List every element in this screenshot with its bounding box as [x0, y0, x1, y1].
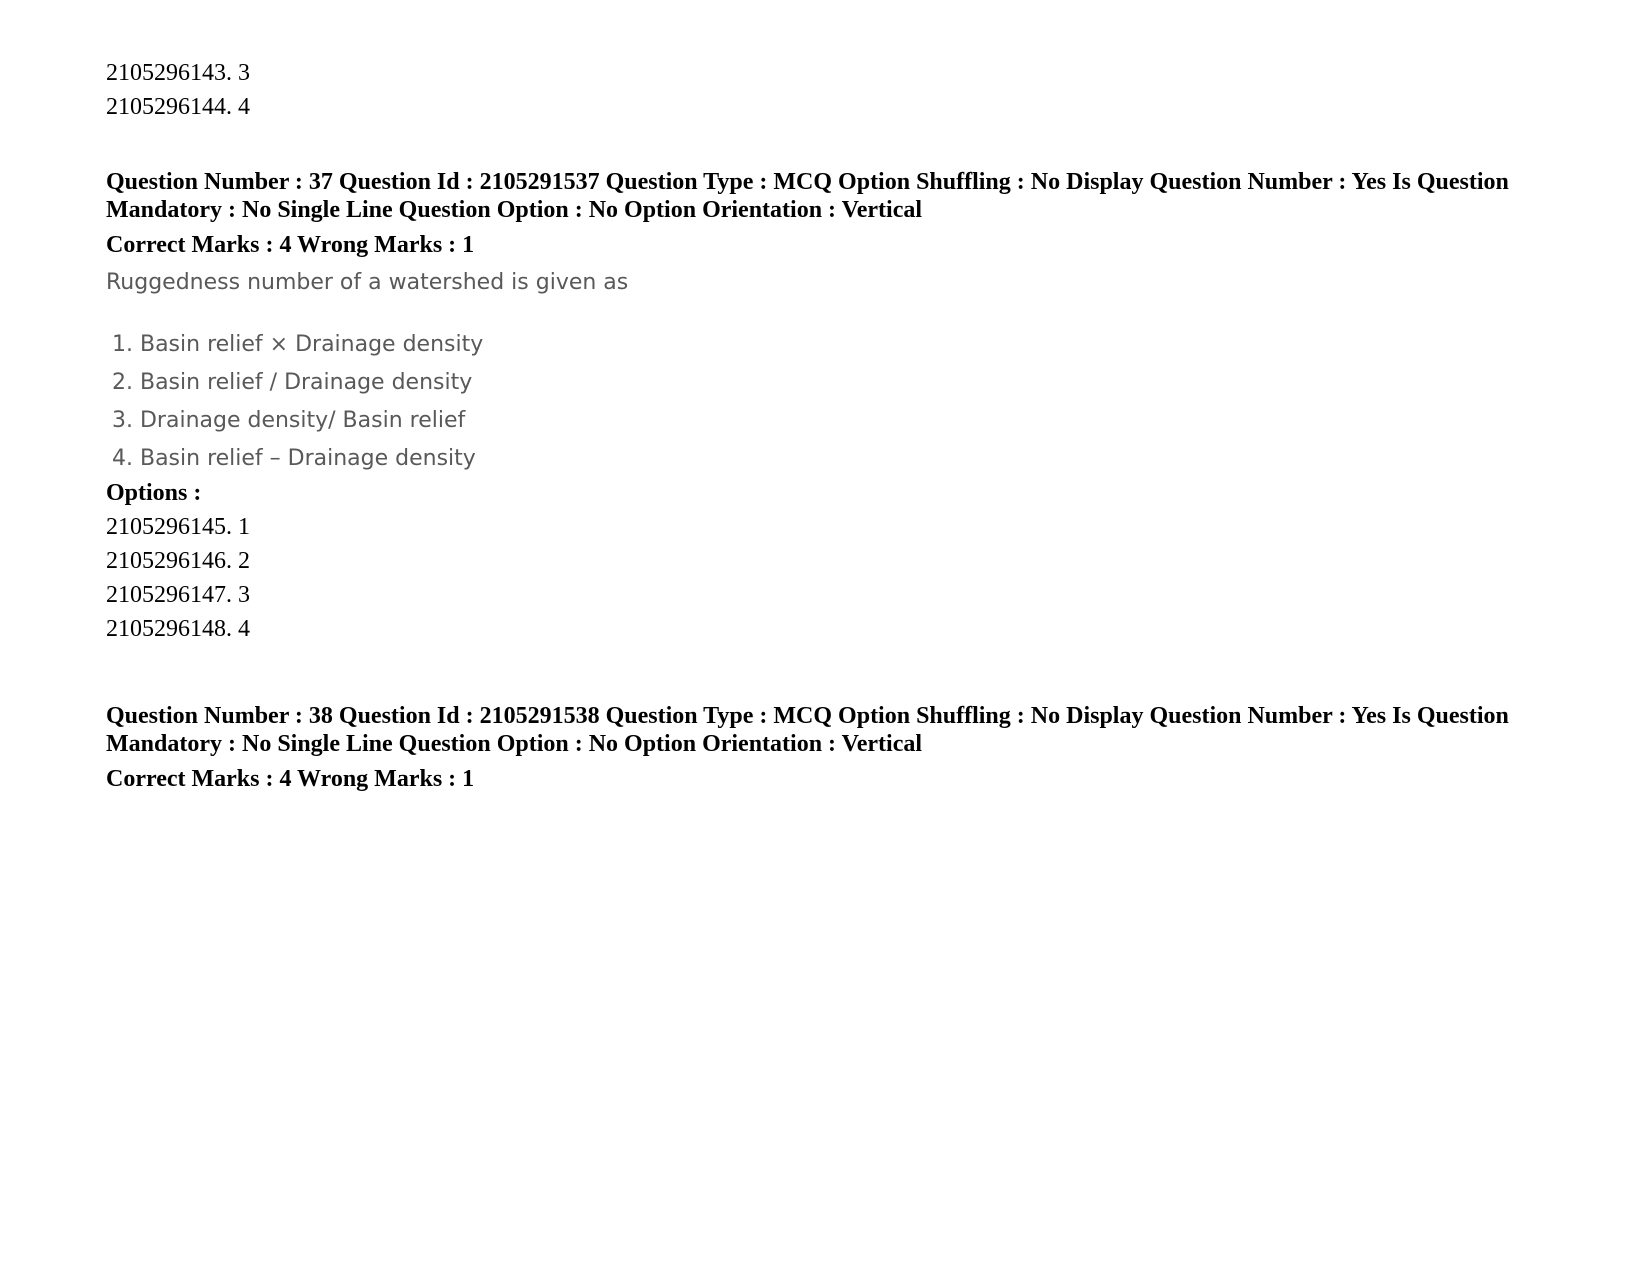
option-line: 2105296144. 4: [106, 94, 250, 120]
option-line: 2105296147. 3: [106, 582, 250, 608]
option-id: 2105296144: [106, 94, 226, 120]
option-id: 2105296143: [106, 60, 226, 86]
question-block-37: [106, 168, 1546, 646]
option-number: 3: [238, 582, 250, 608]
option-line: 2105296143. 3: [106, 60, 250, 86]
options-label: Options :: [106, 480, 202, 506]
question-choices: [106, 326, 1546, 478]
previous-question-options: [106, 56, 250, 124]
option-id: 2105296145: [106, 514, 226, 540]
option-number: 3: [238, 60, 250, 86]
option-line: 2105296148. 4: [106, 616, 250, 642]
question-header: Question Number : 37 Question Id : 2105291537 Question Type : MCQ Option Shuffling : No Display Question Number : Yes Is Question Mandatory : No Single Line Question Option : No Option Orientation : Vertical: [106, 169, 1509, 223]
choice-item: 2. Basin relief / Drainage density: [112, 370, 473, 395]
option-number: 4: [238, 616, 250, 642]
option-id: 2105296147: [106, 582, 226, 608]
question-header: Question Number : 38 Question Id : 2105291538 Question Type : MCQ Option Shuffling : No Display Question Number : Yes Is Question Mandatory : No Single Line Question Option : No Option Orientation : Vertical: [106, 703, 1509, 757]
question-marks: Correct Marks : 4 Wrong Marks : 1: [106, 766, 475, 792]
option-number: 4: [238, 94, 250, 120]
option-line: 2105296145. 1: [106, 514, 250, 540]
question-marks: Correct Marks : 4 Wrong Marks : 1: [106, 232, 475, 258]
option-line: 2105296146. 2: [106, 548, 250, 574]
option-number: 1: [238, 514, 250, 540]
choice-item: 3. Drainage density/ Basin relief: [112, 408, 466, 433]
choice-item: 1. Basin relief × Drainage density: [112, 332, 484, 357]
option-id: 2105296146: [106, 548, 226, 574]
option-number: 2: [238, 548, 250, 574]
option-id: 2105296148: [106, 616, 226, 642]
question-block-38: [106, 702, 1546, 796]
choice-item: 4. Basin relief – Drainage density: [112, 446, 476, 471]
question-text: Ruggedness number of a watershed is given as: [106, 270, 629, 295]
